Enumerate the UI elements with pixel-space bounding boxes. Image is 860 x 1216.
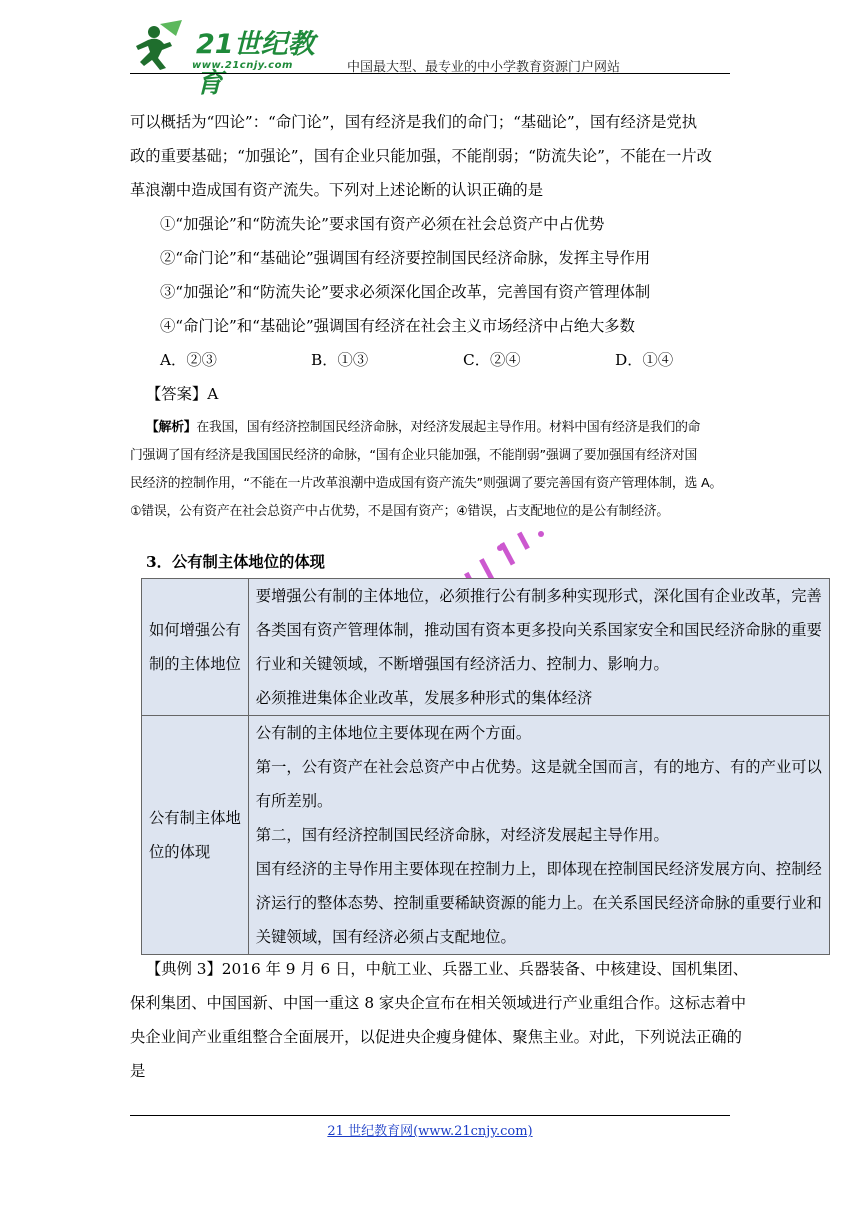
footer-site-link[interactable]: 21 世纪教育网(www.21cnjy.com) xyxy=(327,1124,533,1139)
question-text-line: 政的重要基础；“加强论”，国有企业只能加强，不能削弱；“防流失论”，不能在一片改 xyxy=(130,147,712,165)
row-content xyxy=(248,716,829,955)
choice-b: B．①③ xyxy=(311,351,369,369)
explanation-line: 门强调了国有经济是我国国民经济的命脉，“国有企业只能加强，不能削弱”强调了要加强国有经济对国 xyxy=(130,448,698,463)
page-header xyxy=(130,18,730,99)
table-row xyxy=(142,716,830,955)
choice-c: C．②④ xyxy=(463,351,521,369)
explanation-line: ①错误，公有资产在社会总资产中占优势，不是国有资产；④错误，占支配地位的是公有制经济。 xyxy=(130,504,670,519)
choice-a: A．②③ xyxy=(160,351,217,369)
example-text-line: 【典例 3】2016 年 9 月 6 日，中航工业、兵器工业、兵器装备、中核建设、国机集团、 xyxy=(146,960,749,978)
statement-option-3: ③“加强论”和“防流失论”要求必须深化国企改革，完善国有资产管理体制 xyxy=(160,283,651,301)
row-header-line: 制的主体地位 xyxy=(149,655,241,673)
row-header-line: 位的体现 xyxy=(149,843,211,861)
statement-option-2: ②“命门论”和“基础论”强调国有经济要控制国民经济命脉，发挥主导作用 xyxy=(160,249,651,267)
row-content-line: 公有制的主体地位主要体现在两个方面。 xyxy=(255,724,532,742)
table-row xyxy=(142,579,830,716)
site-logo[interactable] xyxy=(130,20,340,99)
example-text-line: 是 xyxy=(130,1062,146,1080)
explanation-line xyxy=(146,418,700,438)
logo-url: www.21cnjy.com xyxy=(192,60,293,71)
section-heading: 3．公有制主体地位的体现 xyxy=(146,553,325,571)
example-text-line: 央企业间产业重组整合全面展开，以促进央企瘦身健体、聚焦主业。对此，下列说法正确的 xyxy=(130,1028,742,1046)
row-content-line: 各类国有资产管理体制，推动国有资本更多投向关系国家安全和国民经济命脉的重要 xyxy=(255,621,822,639)
row-content xyxy=(248,579,829,716)
answer-line xyxy=(146,384,218,404)
header-divider xyxy=(130,73,730,74)
logo-text: 21世纪教育 xyxy=(196,29,315,99)
runner-logo-icon xyxy=(130,20,194,72)
answer-label: 【答案】 xyxy=(146,385,208,403)
row-content-line: 关键领域，国有经济必须占支配地位。 xyxy=(255,928,516,946)
question-text-line: 革浪潮中造成国有资产流失。下列对上述论断的认识正确的是 xyxy=(130,181,544,199)
row-content-line: 行业和关键领域，不断增强国有经济活力、控制力、影响力。 xyxy=(255,655,669,673)
row-content-line: 有所差别。 xyxy=(255,792,333,810)
row-content-line: 要增强公有制的主体地位，必须推行公有制多种实现形式，深化国有企业改革，完善 xyxy=(255,587,822,605)
example-text-line: 保利集团、中国国新、中国一重这 8 家央企宣布在相关领域进行产业重组合作。这标志着中 xyxy=(130,994,747,1012)
explanation-text: 在我国，国有经济控制国民经济命脉，对经济发展起主导作用。材料中国有经济是我们的命 xyxy=(196,420,701,435)
row-header-line: 如何增强公有 xyxy=(149,621,241,639)
header-tagline: 中国最大型、最专业的中小学教育资源门户网站 xyxy=(347,60,621,75)
statement-option-1: ①“加强论”和“防流失论”要求国有资产必须在社会总资产中占优势 xyxy=(160,215,605,233)
public-ownership-table xyxy=(141,578,830,955)
footer-divider xyxy=(130,1115,730,1116)
row-content-line: 必须推进集体企业改革，发展多种形式的集体经济 xyxy=(255,689,593,707)
row-header xyxy=(142,579,249,716)
row-header-line: 公有制主体地 xyxy=(149,809,241,827)
row-content-line: 第二，国有经济控制国民经济命脉，对经济发展起主导作用。 xyxy=(255,826,669,844)
explanation-label: 【解析】 xyxy=(146,420,197,435)
choice-d: D．①④ xyxy=(615,351,674,369)
explanation-line: 民经济的控制作用，“不能在一片改革浪潮中造成国有资产流失”则强调了要完善国有资产管理体制，选 A。 xyxy=(130,476,723,491)
question-text-line: 可以概括为“四论”：“命门论”，国有经济是我们的命门；“基础论”，国有经济是党执 xyxy=(130,113,698,131)
row-content-line: 国有经济的主导作用主要体现在控制力上，即体现在控制国民经济发展方向、控制经 xyxy=(255,860,822,878)
row-content-line: 济运行的整体态势、控制重要稀缺资源的能力上。在关系国民经济命脉的重要行业和 xyxy=(255,894,822,912)
statement-option-4: ④“命门论”和“基础论”强调国有经济在社会主义市场经济中占绝大多数 xyxy=(160,317,635,335)
answer-value: A xyxy=(207,385,219,403)
row-content-line: 第一，公有资产在社会总资产中占优势。这是就全国而言，有的地方、有的产业可以 xyxy=(255,758,822,776)
row-header xyxy=(142,716,249,955)
